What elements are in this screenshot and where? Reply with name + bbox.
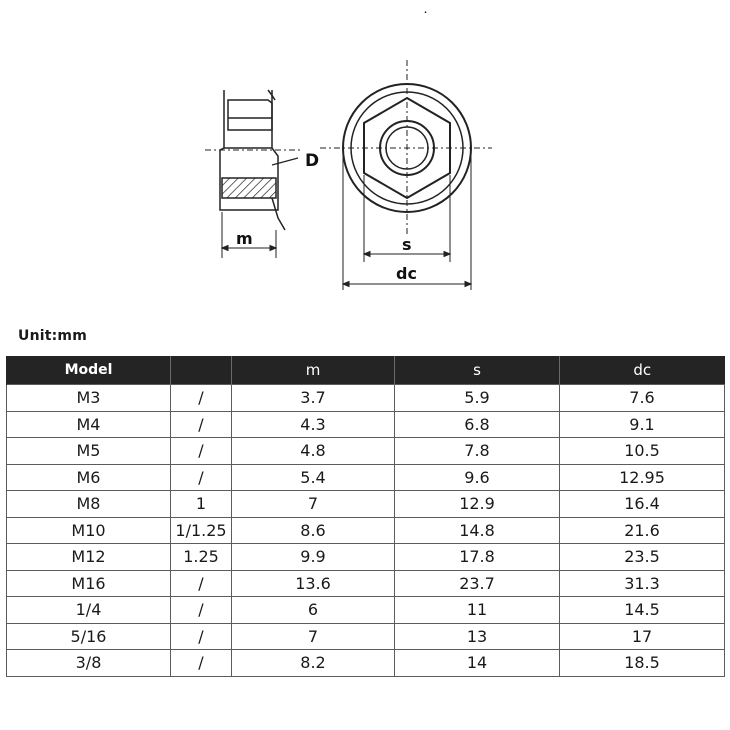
cell-model: M8 <box>7 491 171 518</box>
cell-model: M5 <box>7 438 171 465</box>
flange-nut-drawing <box>0 0 730 320</box>
cell-pitch: / <box>171 623 232 650</box>
cell-pitch: / <box>171 570 232 597</box>
cell-model: M4 <box>7 411 171 438</box>
table-row <box>7 411 725 438</box>
table-body <box>7 385 725 677</box>
top-mark: . <box>424 6 428 15</box>
cell-model: 3/8 <box>7 650 171 677</box>
table-row <box>7 491 725 518</box>
cell-pitch: 1.25 <box>171 544 232 571</box>
cell-m: 9.9 <box>232 544 395 571</box>
cell-model: M10 <box>7 517 171 544</box>
cell-pitch: / <box>171 385 232 412</box>
cell-s: 14.8 <box>395 517 560 544</box>
header-model: Model <box>7 356 171 385</box>
cell-model: 1/4 <box>7 597 171 624</box>
cell-s: 12.9 <box>395 491 560 518</box>
front-view <box>320 60 492 236</box>
table-row <box>7 438 725 465</box>
cell-s: 7.8 <box>395 438 560 465</box>
cell-m: 3.7 <box>232 385 395 412</box>
table-row <box>7 570 725 597</box>
cell-dc: 31.3 <box>560 570 725 597</box>
cell-model: M12 <box>7 544 171 571</box>
unit-label: Unit:mm <box>18 328 88 344</box>
table-row <box>7 385 725 412</box>
cell-m: 8.6 <box>232 517 395 544</box>
cell-m: 4.3 <box>232 411 395 438</box>
cell-s: 5.9 <box>395 385 560 412</box>
dimension-d-leader <box>272 158 298 165</box>
cell-dc: 23.5 <box>560 544 725 571</box>
cell-pitch: / <box>171 597 232 624</box>
cell-m: 7 <box>232 623 395 650</box>
table-header-row <box>7 356 725 385</box>
label-d: D <box>305 151 320 171</box>
cell-dc: 12.95 <box>560 464 725 491</box>
label-dc: dc <box>396 264 417 283</box>
cell-s: 13 <box>395 623 560 650</box>
cell-model: 5/16 <box>7 623 171 650</box>
cell-pitch: / <box>171 650 232 677</box>
cell-dc: 7.6 <box>560 385 725 412</box>
table-row <box>7 623 725 650</box>
table-row <box>7 597 725 624</box>
header-dc: dc <box>560 356 725 385</box>
cell-pitch: 1/1.25 <box>171 517 232 544</box>
cell-pitch: / <box>171 411 232 438</box>
cell-s: 23.7 <box>395 570 560 597</box>
header-pitch <box>171 356 232 385</box>
cell-m: 13.6 <box>232 570 395 597</box>
cell-s: 17.8 <box>395 544 560 571</box>
header-s: s <box>395 356 560 385</box>
cell-s: 9.6 <box>395 464 560 491</box>
side-view <box>205 90 300 230</box>
cell-dc: 18.5 <box>560 650 725 677</box>
cell-s: 14 <box>395 650 560 677</box>
cell-m: 8.2 <box>232 650 395 677</box>
label-s: s <box>402 235 412 254</box>
cell-pitch: 1 <box>171 491 232 518</box>
cell-m: 7 <box>232 491 395 518</box>
table-row <box>7 517 725 544</box>
table-row <box>7 650 725 677</box>
cell-model: M6 <box>7 464 171 491</box>
table-row <box>7 544 725 571</box>
cell-pitch: / <box>171 438 232 465</box>
label-m: m <box>236 229 253 248</box>
cell-dc: 21.6 <box>560 517 725 544</box>
cell-s: 11 <box>395 597 560 624</box>
cell-dc: 10.5 <box>560 438 725 465</box>
table-row <box>7 464 725 491</box>
cell-model: M3 <box>7 385 171 412</box>
cell-dc: 16.4 <box>560 491 725 518</box>
cell-m: 6 <box>232 597 395 624</box>
spec-table <box>6 356 725 677</box>
cell-pitch: / <box>171 464 232 491</box>
cell-dc: 14.5 <box>560 597 725 624</box>
cell-model: M16 <box>7 570 171 597</box>
header-m: m <box>232 356 395 385</box>
cell-m: 5.4 <box>232 464 395 491</box>
cell-m: 4.8 <box>232 438 395 465</box>
cell-s: 6.8 <box>395 411 560 438</box>
cell-dc: 9.1 <box>560 411 725 438</box>
cell-dc: 17 <box>560 623 725 650</box>
